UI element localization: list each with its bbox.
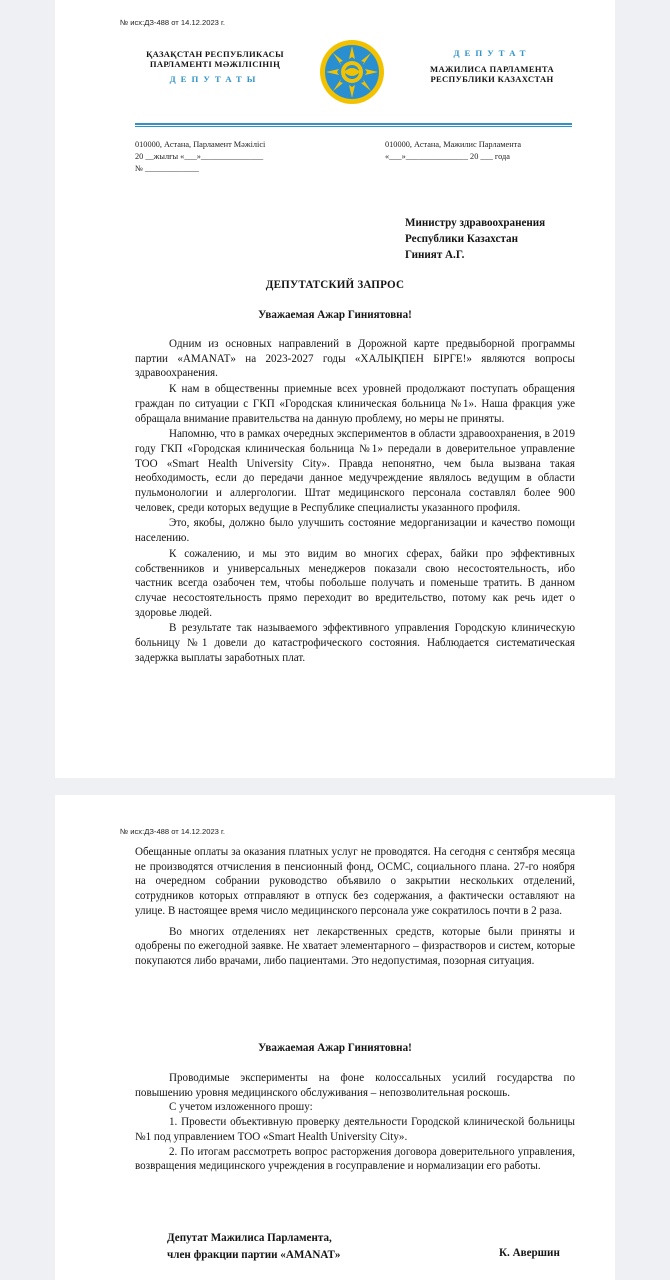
state-emblem-icon xyxy=(317,37,387,107)
address-kz-line3: № _____________ xyxy=(135,164,199,173)
letterhead-kz-line2: ПАРЛАМЕНТІ МӘЖІЛІСІНІҢ xyxy=(149,59,281,69)
address-kz-line1: 010000, Астана, Парламент Мәжілісі xyxy=(135,140,266,149)
paragraph: Проводимые эксперименты на фоне колоссальных усилий государства по повышению уровня медицинского обслуживания – непозволительная роскошь. xyxy=(135,1072,575,1099)
signer-name: К. Авершин xyxy=(499,1247,560,1259)
document-page-1 xyxy=(55,0,615,778)
paragraph: Одним из основных направлений в Дорожной карте предвыборной программы партии «AMANAT» на 2023-2027 годы «ХАЛЫҚПЕН БІРГЕ!» являются вопросы здравоохранения. xyxy=(135,338,575,380)
document-page-2 xyxy=(55,795,615,1280)
address-ru-line2: «___»_______________ 20 ___ года xyxy=(385,152,510,161)
addressee-line2: Республики Казахстан xyxy=(405,233,518,245)
addressee-line3: Гиният А.Г. xyxy=(405,249,465,261)
address-ru-line1: 010000, Астана, Мажилис Парламента xyxy=(385,140,522,149)
letter-body-page2 xyxy=(135,845,575,969)
address-block-kazakh xyxy=(135,139,355,175)
paragraph: В результате так называемого эффективного управления Городскую клиническую больницу №1 довели до катастрофического состояния. Наблюдается систематическая задержка выплаты заработных плат. xyxy=(135,622,575,664)
paragraph: Во многих отделениях нет лекарственных средств, которые были приняты и одобрены по ежегодной заявке. Не хватает элементарного – физрастворов и систем, которые покупаются либо врачами, либо пациентами. Это недопустимая, позорная ситуация. xyxy=(135,925,575,967)
addressee-line1: Министру здравоохранения xyxy=(405,217,546,229)
letterhead-ru-line3: РЕСПУБЛИКИ КАЗАХСТАН xyxy=(430,74,554,84)
paragraph: Напомню, что в рамках очередных экспериментов в области здравоохранения, в 2019 году ГКП «Городская клиническая больница №1» передали в доверительное управление ТОО «Smart Health University City». Правда непонятно, чем была вызвана такая необходимость, если до передачи данное медучреждение являлось ведущим в области пульмонологии и аллергологии. Штат медицинского персонала составлял более 900 человек, среди которых ведущие в Республике специалисты указанного профиля. xyxy=(135,428,575,514)
paragraph: К сожалению, и мы это видим во многих сферах, байки про эффективных собственников и универсальных менеджеров показали свою несостоятельность, ибо частник всегда озабочен тем, чтобы побольше получать и поменьше тратить. В данном случае несостоятельность прямо переходит во вредительство, потому как речь идет о здоровье людей. xyxy=(135,547,575,619)
greeting-closing: Уважаемая Ажар Гиниятовна! xyxy=(258,1042,412,1054)
letterhead-russian xyxy=(392,48,592,84)
greeting: Уважаемая Ажар Гиниятовна! xyxy=(258,309,412,321)
paragraph: Это, якобы, должно было улучшить состояние медорганизации и качество помощи населению. xyxy=(135,517,575,545)
letterhead-kz-line1: ҚАЗАҚСТАН РЕСПУБЛИКАСЫ xyxy=(146,49,284,59)
request-item-1: 1. Провести объективную проверку деятельности Городской клинической больницы №1 под управлением ТОО «Smart Health University City». xyxy=(135,1116,575,1143)
letter-body-requests xyxy=(135,1071,575,1174)
outgoing-number: № исх:ДЗ-488 от 14.12.2023 г. xyxy=(120,18,225,27)
letterhead-kz-line3: ДЕПУТАТЫ xyxy=(169,74,261,84)
letter-body-page1 xyxy=(135,337,575,665)
letterhead-ru-line1: ДЕПУТАТ xyxy=(453,48,531,58)
signature-line1: Депутат Мажилиса Парламента, xyxy=(167,1232,332,1244)
paragraph: К нам в общественны приемные всех уровней продолжают поступать обращения граждан по ситуации с ГКП «Городская клиническая больница №1». Наша фракция уже обращала внимание правительства на данную проблему, но меры не приняты. xyxy=(135,383,575,425)
paragraph: С учетом изложенного прошу: xyxy=(169,1101,313,1114)
request-item-2: 2. По итогам рассмотреть вопрос расторжения договора доверительного управления, возвращения медицинского учреждения в госуправление и нормализации его работы. xyxy=(135,1145,575,1173)
addressee xyxy=(405,215,545,263)
outgoing-number: № исх:ДЗ-488 от 14.12.2023 г. xyxy=(120,827,225,836)
header-divider-thin xyxy=(135,126,572,127)
header-divider xyxy=(135,123,572,125)
address-kz-line2: 20 __жылғы «___»_______________ xyxy=(135,152,264,161)
address-block-russian xyxy=(385,139,605,163)
letterhead-kazakh xyxy=(115,49,315,89)
signature-title xyxy=(167,1230,340,1264)
document-title: ДЕПУТАТСКИЙ ЗАПРОС xyxy=(265,279,405,291)
signature-line2: член фракции партии «AMANAT» xyxy=(167,1249,341,1261)
paragraph: Обещанные оплаты за оказания платных услуг не проводятся. На сегодня с сентября месяца не производятся отчисления в пенсионный фонд, ОСМС, социального плана. 27-го ноября на очередном собрании руководство объявило о закрытии нескольких отделений, сотрудников которых отправляют в отпуск без содержания, а фактически оставляют на улице. В настоящее время число медицинского персонала уже сократилось почти в 2 раза. xyxy=(135,846,575,917)
letterhead-ru-line2: МАЖИЛИСА ПАРЛАМЕНТА xyxy=(430,64,554,74)
